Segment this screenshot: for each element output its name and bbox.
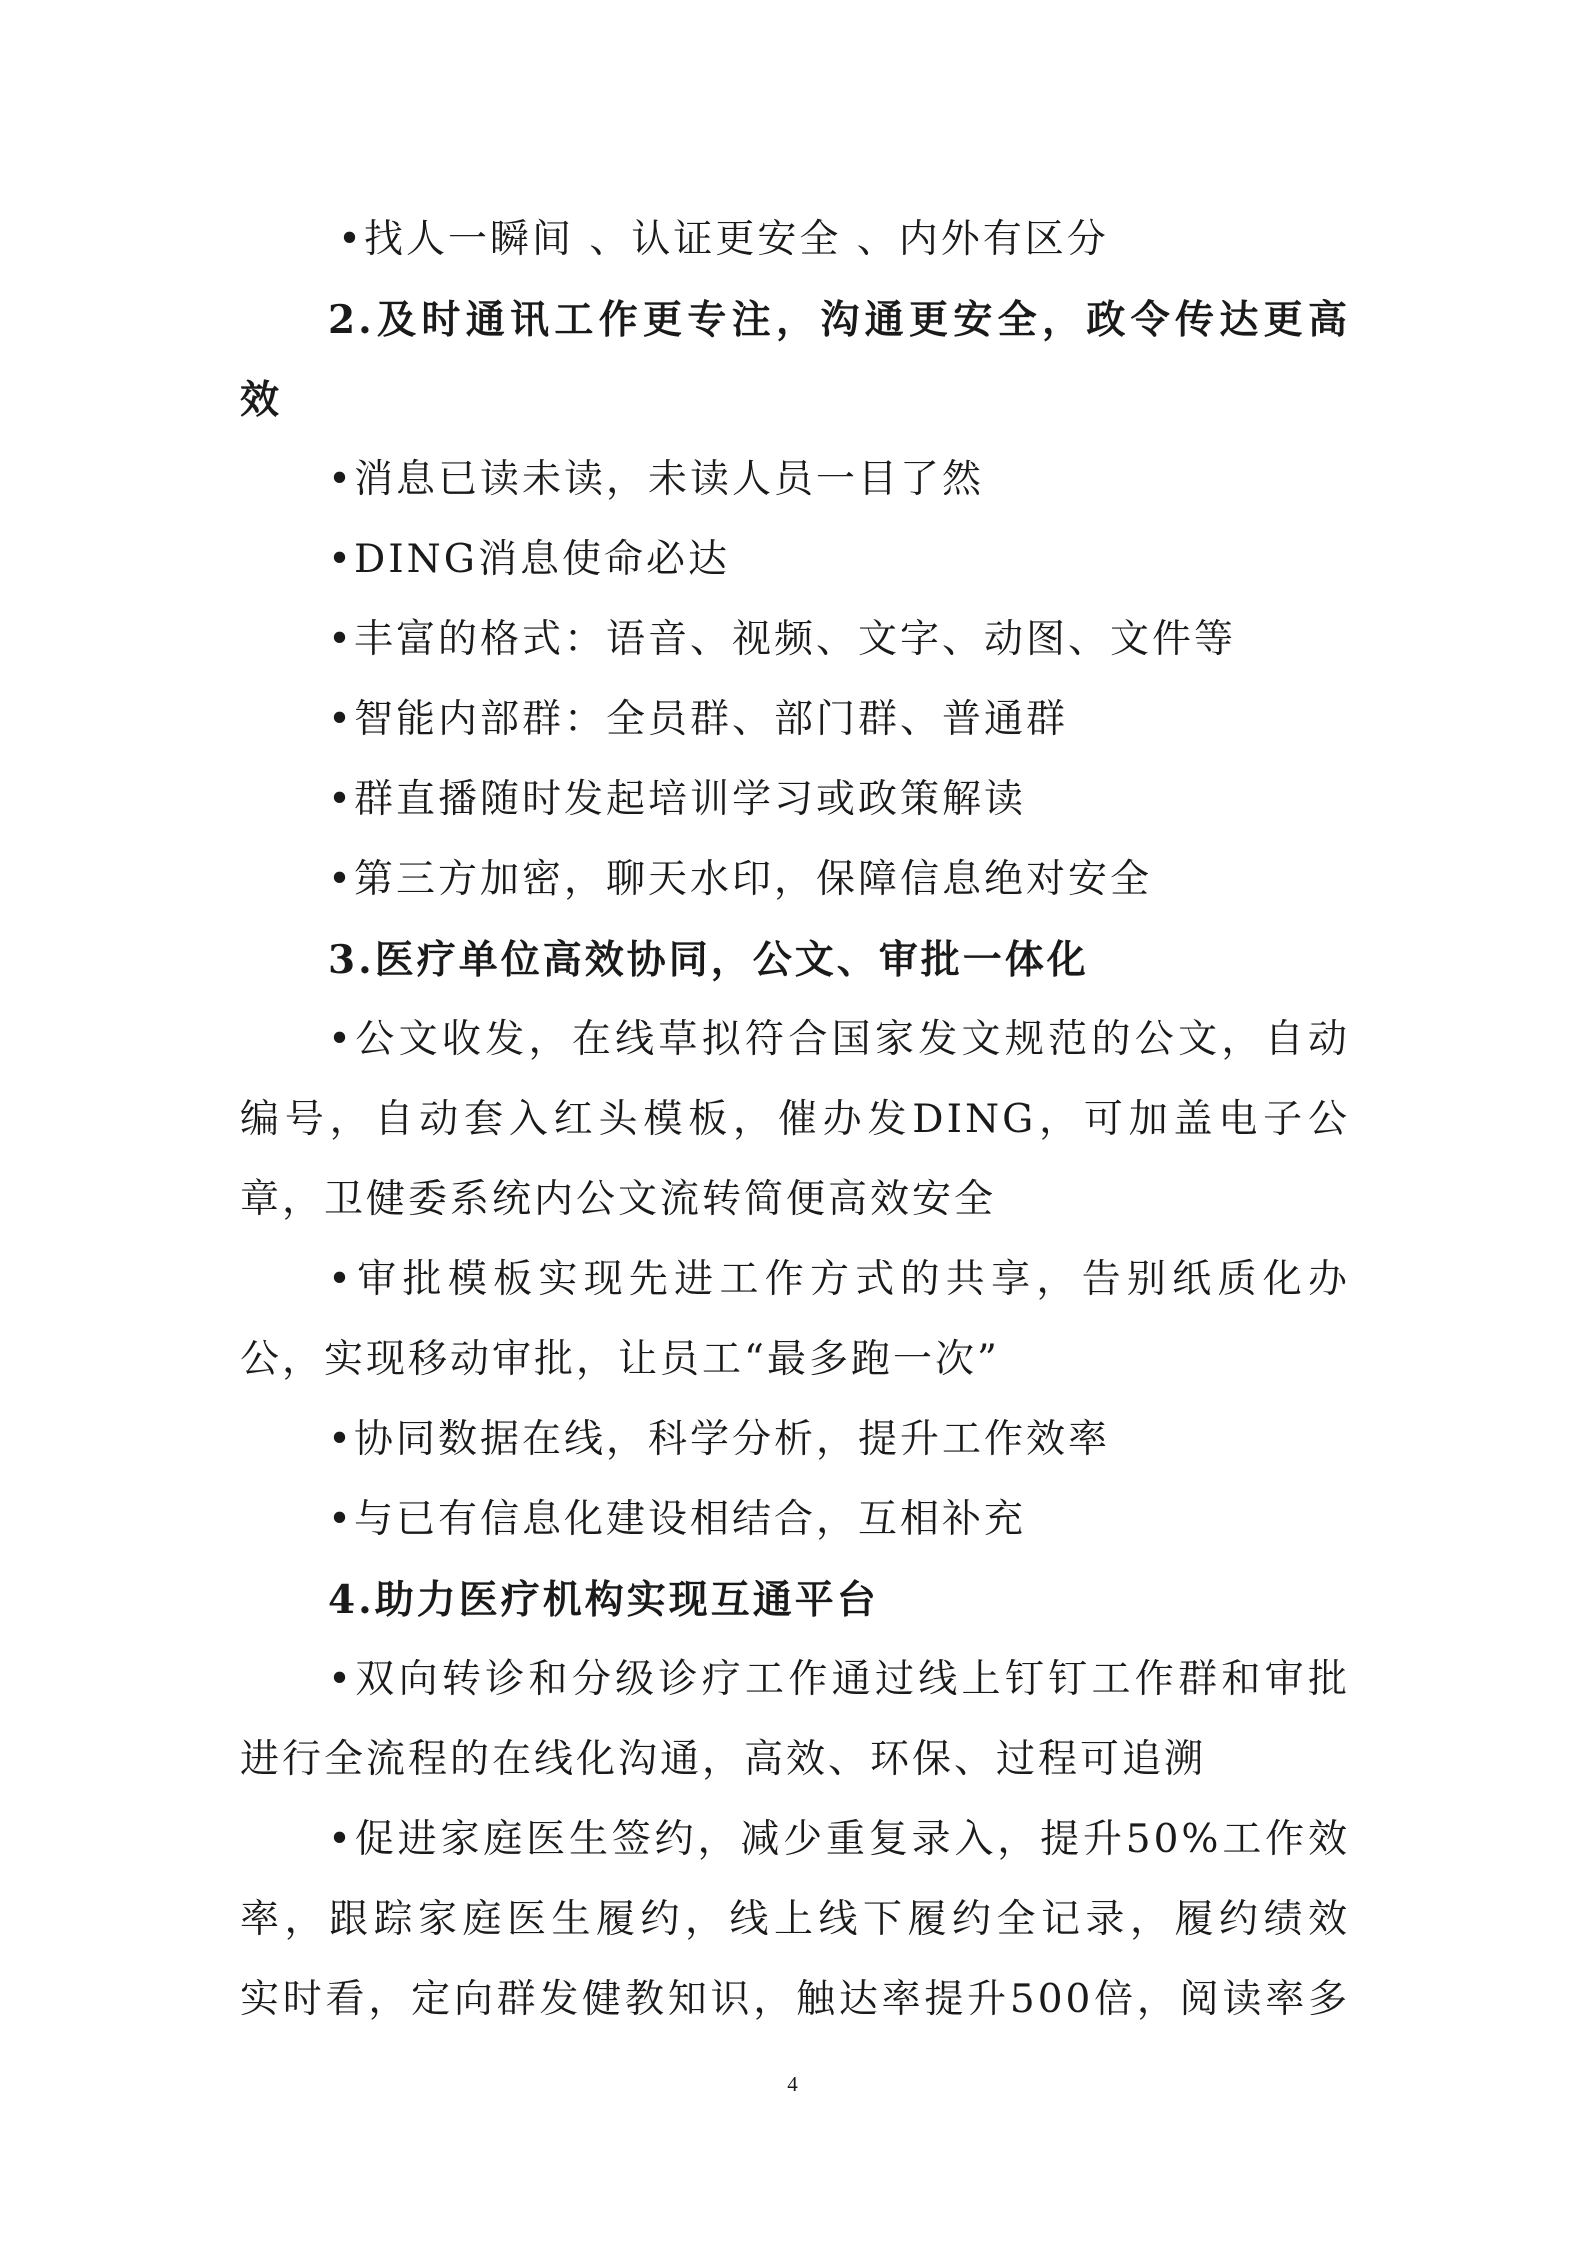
bullet-line-read-status: •消息已读未读，未读人员一目了然	[328, 457, 985, 502]
section-heading-4: 4.助力医疗机构实现互通平台	[328, 1577, 879, 1623]
bullet-line-referral: •双向转诊和分级诊疗工作通过线上钉钉工作群和审批	[328, 1657, 1350, 1702]
section-heading-2: 2.及时通讯工作更专注，沟通更安全，政令传达更高	[328, 297, 1350, 343]
bullet-line-existing-systems: •与已有信息化建设相结合，互相补充	[328, 1497, 1027, 1542]
bullet-line-document-exchange: •公文收发，在线草拟符合国家发文规范的公文，自动	[328, 1017, 1350, 1062]
bullet-line-collaborative-data: •协同数据在线，科学分析，提升工作效率	[328, 1417, 1111, 1462]
section-heading-3: 3.医疗单位高效协同，公文、审批一体化	[328, 937, 1089, 983]
paragraph-line-family-doctor-2: 率，跟踪家庭医生履约，线上线下履约全记录，履约绩效	[240, 1897, 1350, 1942]
page-number: 4	[787, 2072, 798, 2096]
bullet-line-rich-formats: •丰富的格式：语音、视频、文字、动图、文件等	[328, 617, 1237, 662]
paragraph-line-family-doctor-3: 实时看，定向群发健教知识，触达率提升500倍，阅读率多	[240, 1977, 1350, 2022]
paragraph-line-document-exchange-2: 编号，自动套入红头模板，催办发DING，可加盖电子公	[240, 1097, 1350, 1142]
bullet-line-find-people: •找人一瞬间 、认证更安全 、内外有区分	[338, 217, 1109, 262]
section-heading-2-continued: 效	[240, 377, 283, 423]
paragraph-line-approval-templates-2: 公，实现移动审批，让员工“最多跑一次”	[240, 1337, 1000, 1382]
bullet-line-approval-templates: •审批模板实现先进工作方式的共享，告别纸质化办	[328, 1257, 1350, 1302]
bullet-line-ding-message: •DING消息使命必达	[328, 537, 730, 582]
paragraph-line-document-exchange-3: 章，卫健委系统内公文流转简便高效安全	[240, 1177, 997, 1222]
bullet-line-encryption: •第三方加密，聊天水印，保障信息绝对安全	[328, 857, 1153, 902]
bullet-line-group-live: •群直播随时发起培训学习或政策解读	[328, 777, 1027, 822]
paragraph-line-referral-2: 进行全流程的在线化沟通，高效、环保、过程可追溯	[240, 1737, 1207, 1782]
bullet-line-family-doctor: •促进家庭医生签约，减少重复录入，提升50%工作效	[328, 1817, 1350, 1862]
bullet-line-smart-groups: •智能内部群：全员群、部门群、普通群	[328, 697, 1069, 742]
